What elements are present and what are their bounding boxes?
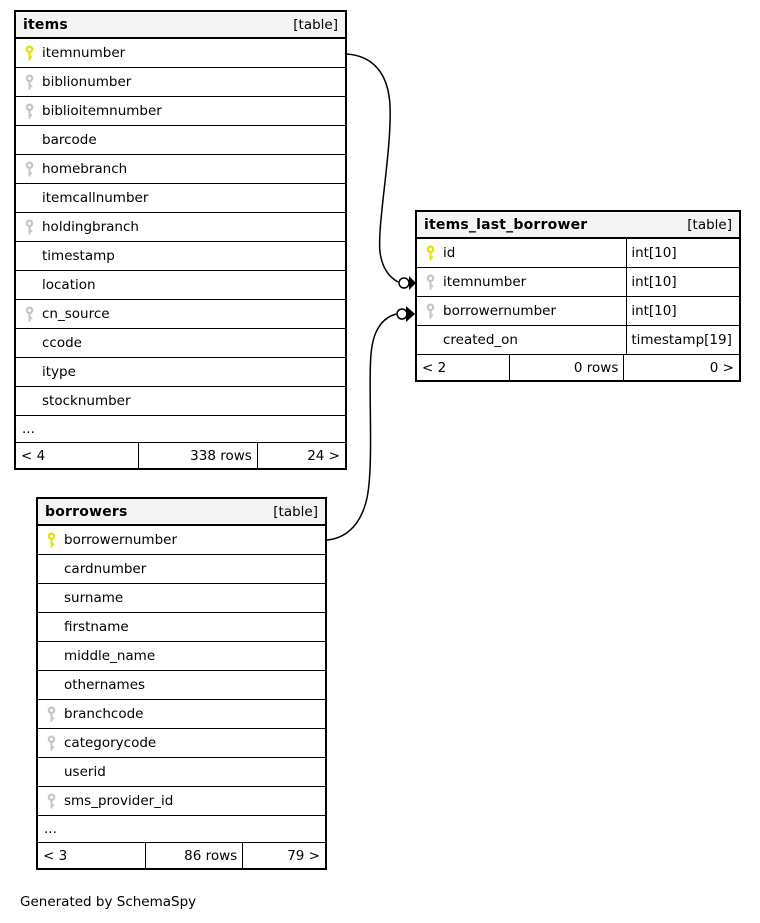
no-key-spacer — [38, 584, 64, 612]
column-row-sms_provider_id — [38, 787, 325, 816]
column-name: itype — [42, 364, 76, 380]
index-key-icon — [16, 155, 42, 183]
column-row-firstname — [38, 613, 325, 642]
column-name: cardnumber — [64, 561, 147, 577]
no-key-spacer — [38, 671, 64, 699]
primary-key-icon — [16, 39, 42, 67]
index-key-icon — [417, 268, 443, 296]
row-count: 0 rows — [510, 355, 624, 380]
column-name: ccode — [42, 335, 82, 351]
no-key-spacer — [38, 758, 64, 786]
table-name: borrowers — [45, 503, 128, 520]
no-key-spacer — [417, 326, 443, 354]
primary-key-icon — [38, 526, 64, 554]
column-name: cn_source — [42, 306, 110, 322]
table-footer-items_last_borrower — [417, 355, 739, 380]
column-type: int[10] — [626, 268, 739, 296]
table-header-borrowers[interactable] — [38, 499, 325, 526]
column-row-biblionumber — [16, 68, 345, 97]
column-name: id — [443, 245, 456, 261]
column-type: int[10] — [626, 239, 739, 267]
column-type: timestamp[19] — [626, 326, 739, 354]
column-row-id — [417, 239, 739, 268]
column-row-stocknumber — [16, 387, 345, 416]
no-key-spacer — [16, 358, 42, 386]
column-name: barcode — [42, 132, 97, 148]
column-name: branchcode — [64, 706, 144, 722]
index-key-icon — [38, 787, 64, 815]
column-row-created_on — [417, 326, 739, 355]
row-count: 338 rows — [139, 443, 257, 468]
column-row-middle_name — [38, 642, 325, 671]
parents-count: 0 > — [709, 359, 734, 376]
no-key-spacer — [16, 126, 42, 154]
column-name: holdingbranch — [42, 219, 139, 235]
column-row-cardnumber — [38, 555, 325, 584]
table-node-items — [14, 10, 347, 470]
no-key-spacer — [16, 387, 42, 415]
no-key-spacer — [16, 242, 42, 270]
no-key-spacer — [16, 184, 42, 212]
table-node-borrowers — [36, 497, 327, 870]
table-name: items_last_borrower — [424, 216, 588, 233]
column-name: borrowernumber — [443, 303, 557, 319]
column-row-surname — [38, 584, 325, 613]
column-name: sms_provider_id — [64, 793, 174, 809]
column-list-borrowers — [38, 526, 325, 816]
column-row-location — [16, 271, 345, 300]
table-footer-items — [16, 443, 345, 468]
column-row-categorycode — [38, 729, 325, 758]
truncation-row: ... — [16, 416, 345, 443]
column-name: othernames — [64, 677, 146, 693]
table-name: items — [23, 16, 68, 33]
column-name: surname — [64, 590, 124, 606]
column-name: biblionumber — [42, 74, 132, 90]
column-row-itemcallnumber — [16, 184, 345, 213]
column-row-cn_source — [16, 300, 345, 329]
table-node-items_last_borrower — [415, 210, 741, 382]
column-row-biblioitemnumber — [16, 97, 345, 126]
column-list-items — [16, 39, 345, 416]
column-name: homebranch — [42, 161, 128, 177]
row-count: 86 rows — [146, 843, 244, 868]
index-key-icon — [16, 213, 42, 241]
column-row-borrowernumber — [417, 297, 739, 326]
index-key-icon — [38, 729, 64, 757]
column-name: categorycode — [64, 735, 157, 751]
column-row-homebranch — [16, 155, 345, 184]
arrowhead-icon — [406, 306, 415, 322]
table-footer-borrowers — [38, 843, 325, 868]
children-count: < 4 — [16, 443, 139, 468]
children-count: < 2 — [417, 355, 510, 380]
column-name: firstname — [64, 619, 129, 635]
edge-items-itemnumber-to-items_last_borrower-itemnumber — [347, 54, 416, 290]
column-name: biblioitemnumber — [42, 103, 162, 119]
column-row-holdingbranch — [16, 213, 345, 242]
column-name: created_on — [443, 332, 518, 348]
column-name: itemcallnumber — [42, 190, 149, 206]
column-name: borrowernumber — [64, 532, 178, 548]
column-name: timestamp — [42, 248, 115, 264]
index-key-icon — [16, 68, 42, 96]
column-row-othernames — [38, 671, 325, 700]
primary-key-icon — [417, 239, 443, 267]
table-type-label: [table] — [293, 16, 338, 33]
index-key-icon — [38, 700, 64, 728]
truncation-row: ... — [38, 816, 325, 843]
no-key-spacer — [16, 329, 42, 357]
column-name: location — [42, 277, 96, 293]
column-row-itemnumber — [16, 39, 345, 68]
parents-count: 79 > — [287, 847, 320, 864]
column-name: itemnumber — [42, 45, 126, 61]
index-key-icon — [16, 300, 42, 328]
column-type: int[10] — [626, 297, 739, 325]
table-type-label: [table] — [273, 503, 318, 520]
column-row-ccode — [16, 329, 345, 358]
column-name: stocknumber — [42, 393, 131, 409]
column-row-userid — [38, 758, 325, 787]
column-row-timestamp — [16, 242, 345, 271]
column-name: itemnumber — [443, 274, 527, 290]
index-key-icon — [417, 297, 443, 325]
column-list-items_last_borrower — [417, 239, 739, 355]
column-row-borrowernumber — [38, 526, 325, 555]
index-key-icon — [16, 97, 42, 125]
no-key-spacer — [38, 642, 64, 670]
column-row-itemnumber — [417, 268, 739, 297]
table-type-label: [table] — [687, 216, 732, 233]
column-row-barcode — [16, 126, 345, 155]
table-header-items_last_borrower[interactable] — [417, 212, 739, 239]
table-header-items[interactable] — [16, 12, 345, 39]
column-name: userid — [64, 764, 106, 780]
generated-by-note: Generated by SchemaSpy — [20, 894, 197, 910]
parents-count: 24 > — [307, 447, 340, 464]
column-name: middle_name — [64, 648, 156, 664]
no-key-spacer — [16, 271, 42, 299]
column-row-itype — [16, 358, 345, 387]
column-row-branchcode — [38, 700, 325, 729]
children-count: < 3 — [38, 843, 146, 868]
no-key-spacer — [38, 555, 64, 583]
no-key-spacer — [38, 613, 64, 641]
